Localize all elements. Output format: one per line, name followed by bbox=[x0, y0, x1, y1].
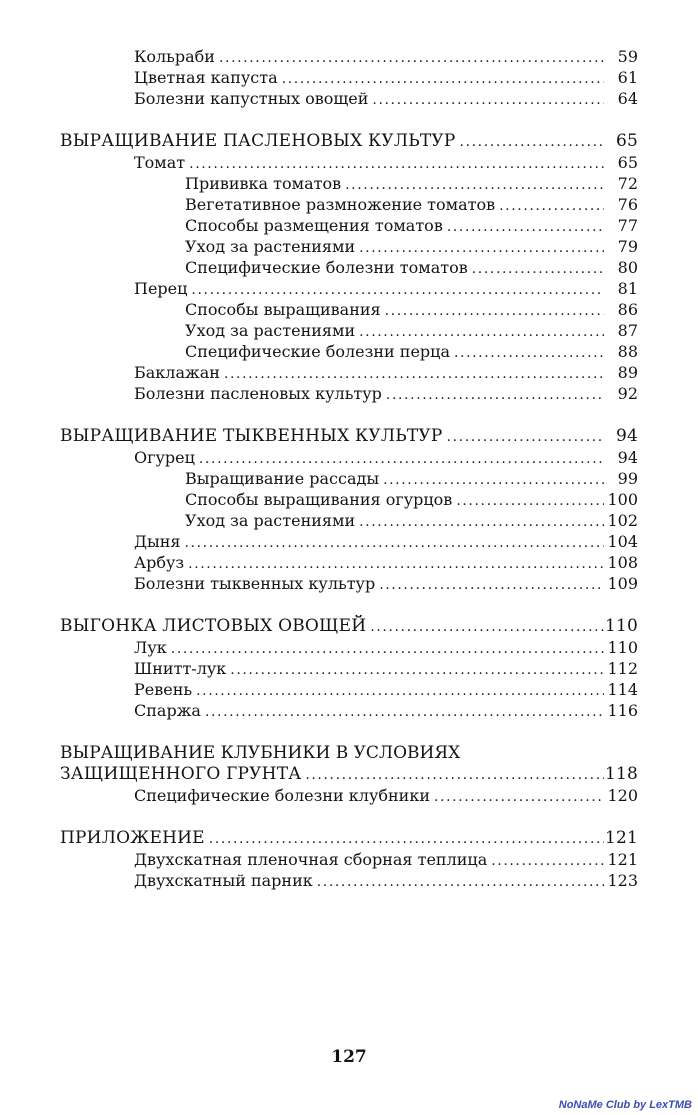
toc-chapter bbox=[0, 764, 698, 785]
toc-subentry bbox=[0, 320, 698, 341]
dot-leader bbox=[386, 385, 604, 406]
dot-leader bbox=[305, 765, 604, 786]
dot-leader bbox=[383, 470, 604, 491]
toc-entry-page: 123 bbox=[607, 871, 638, 890]
toc-entry-title: Огурец bbox=[134, 448, 195, 467]
toc-entry-title: Двухскатный парник bbox=[134, 871, 313, 890]
toc-entry-page: 88 bbox=[617, 342, 638, 361]
toc-chapter bbox=[0, 131, 698, 152]
dot-leader bbox=[385, 301, 604, 322]
toc-entry-title: ВЫРАЩИВАНИЕ ПАСЛЕНОВЫХ КУЛЬТУР bbox=[60, 131, 456, 151]
dot-leader bbox=[199, 449, 604, 470]
toc-entry-page: 89 bbox=[617, 363, 638, 382]
dot-leader bbox=[491, 851, 604, 872]
toc-entry bbox=[0, 679, 698, 700]
toc-entry-page: 76 bbox=[617, 195, 638, 214]
toc-entry-title: ЗАЩИЩЕННОГО ГРУНТА bbox=[60, 764, 302, 784]
toc-chapter bbox=[0, 426, 698, 447]
toc-entry-title: Уход за растениями bbox=[185, 511, 356, 530]
toc-entry-title: Специфические болезни клубники bbox=[134, 786, 430, 805]
toc-entry bbox=[0, 362, 698, 383]
toc-chapter bbox=[0, 828, 698, 849]
toc-entry-title: Способы выращивания bbox=[185, 300, 381, 319]
dot-leader bbox=[460, 132, 604, 153]
toc-entry-page: 100 bbox=[607, 490, 638, 509]
toc-entry bbox=[0, 383, 698, 404]
dot-leader bbox=[230, 660, 604, 681]
toc-entry-page: 80 bbox=[617, 258, 638, 277]
dot-leader bbox=[447, 217, 604, 238]
table-of-contents bbox=[0, 46, 698, 913]
toc-entry-title: Лук bbox=[134, 638, 167, 657]
dot-leader bbox=[189, 154, 604, 175]
toc-entry-title: ВЫГОНКА ЛИСТОВЫХ ОВОЩЕЙ bbox=[60, 616, 367, 636]
toc-entry bbox=[0, 46, 698, 67]
toc-subentry bbox=[0, 257, 698, 278]
toc-entry bbox=[0, 531, 698, 552]
toc-entry bbox=[0, 658, 698, 679]
toc-entry-page: 112 bbox=[607, 659, 638, 678]
toc-entry-title: Спаржа bbox=[134, 701, 201, 720]
dot-leader bbox=[209, 829, 604, 850]
dot-leader bbox=[359, 512, 604, 533]
toc-entry-page: 65 bbox=[615, 131, 638, 151]
toc-entry-title: Болезни пасленовых культур bbox=[134, 384, 382, 403]
dot-leader bbox=[188, 554, 604, 575]
toc-entry-page: 92 bbox=[617, 384, 638, 403]
toc-entry-title: Способы размещения томатов bbox=[185, 216, 443, 235]
toc-entry-page: 118 bbox=[604, 764, 638, 784]
toc-subentry bbox=[0, 510, 698, 531]
toc-entry-page: 81 bbox=[617, 279, 638, 298]
toc-entry-title: Ревень bbox=[134, 680, 193, 699]
dot-leader bbox=[345, 175, 604, 196]
dot-leader bbox=[359, 322, 604, 343]
toc-chapter bbox=[0, 616, 698, 637]
toc-entry-page: 110 bbox=[604, 616, 638, 636]
toc-entry-page: 120 bbox=[607, 786, 638, 805]
dot-leader bbox=[499, 196, 604, 217]
dot-leader bbox=[359, 238, 604, 259]
toc-entry-title: Уход за растениями bbox=[185, 321, 356, 340]
toc-section bbox=[0, 46, 698, 109]
toc-entry-page: 94 bbox=[615, 426, 638, 446]
toc-entry-title: ВЫРАЩИВАНИЕ ТЫКВЕННЫХ КУЛЬТУР bbox=[60, 426, 443, 446]
toc-entry-page: 86 bbox=[617, 300, 638, 319]
toc-entry-title: Уход за растениями bbox=[185, 237, 356, 256]
toc-entry-page: 59 bbox=[617, 47, 638, 66]
dot-leader bbox=[434, 787, 604, 808]
toc-entry bbox=[0, 278, 698, 299]
toc-section bbox=[0, 426, 698, 594]
toc-entry-title-line: ВЫРАЩИВАНИЕ КЛУБНИКИ В УСЛОВИЯХ bbox=[60, 743, 461, 763]
toc-entry-title: Томат bbox=[134, 153, 186, 172]
toc-section bbox=[0, 131, 698, 404]
dot-leader bbox=[219, 48, 604, 69]
dot-leader bbox=[224, 364, 604, 385]
toc-entry-title: Кольраби bbox=[134, 47, 215, 66]
toc-entry-page: 87 bbox=[617, 321, 638, 340]
toc-entry-page: 102 bbox=[607, 511, 638, 530]
toc-entry bbox=[0, 88, 698, 109]
toc-entry bbox=[0, 447, 698, 468]
dot-leader bbox=[447, 427, 604, 448]
dot-leader bbox=[454, 343, 604, 364]
toc-entry-title: Болезни тыквенных культур bbox=[134, 574, 376, 593]
toc-entry-page: 114 bbox=[607, 680, 638, 699]
toc-entry-page: 121 bbox=[604, 828, 638, 848]
toc-entry-page: 108 bbox=[607, 553, 638, 572]
toc-entry-title: Дыня bbox=[134, 532, 181, 551]
toc-entry-page: 77 bbox=[617, 216, 638, 235]
dot-leader bbox=[205, 702, 604, 723]
toc-entry-title: Выращивание рассады bbox=[185, 469, 380, 488]
toc-entry-title: Перец bbox=[134, 279, 188, 298]
toc-entry bbox=[0, 552, 698, 573]
toc-subentry bbox=[0, 299, 698, 320]
toc-subentry bbox=[0, 489, 698, 510]
toc-entry-page: 65 bbox=[617, 153, 638, 172]
toc-entry bbox=[0, 700, 698, 721]
dot-leader bbox=[372, 90, 604, 111]
toc-entry-page: 64 bbox=[617, 89, 638, 108]
toc-section bbox=[0, 743, 698, 806]
toc-entry bbox=[0, 785, 698, 806]
toc-entry-title: Арбуз bbox=[134, 553, 185, 572]
toc-entry-page: 121 bbox=[607, 850, 638, 869]
dot-leader bbox=[171, 639, 604, 660]
toc-subentry bbox=[0, 341, 698, 362]
toc-entry-page: 99 bbox=[617, 469, 638, 488]
toc-entry-title: Болезни капустных овощей bbox=[134, 89, 369, 108]
dot-leader bbox=[317, 872, 604, 893]
toc-subentry bbox=[0, 194, 698, 215]
toc-entry-title: Баклажан bbox=[134, 363, 220, 382]
dot-leader bbox=[191, 280, 604, 301]
toc-entry bbox=[0, 637, 698, 658]
toc-entry-page: 94 bbox=[617, 448, 638, 467]
toc-section bbox=[0, 616, 698, 721]
toc-entry-page: 72 bbox=[617, 174, 638, 193]
toc-entry bbox=[0, 573, 698, 594]
toc-subentry bbox=[0, 173, 698, 194]
toc-entry-page: 61 bbox=[617, 68, 638, 87]
toc-entry-title: Специфические болезни перца bbox=[185, 342, 450, 361]
toc-subentry bbox=[0, 215, 698, 236]
toc-entry bbox=[0, 67, 698, 88]
toc-entry-title: Вегетативное размножение томатов bbox=[185, 195, 496, 214]
toc-entry-title: Специфические болезни томатов bbox=[185, 258, 468, 277]
page-number: 127 bbox=[331, 1047, 367, 1067]
toc-entry bbox=[0, 152, 698, 173]
dot-leader bbox=[456, 491, 604, 512]
watermark: NoNaMe Club by LexTMB bbox=[558, 1099, 692, 1111]
dot-leader bbox=[370, 617, 604, 638]
dot-leader bbox=[196, 681, 604, 702]
toc-entry-page: 109 bbox=[607, 574, 638, 593]
toc-entry-title: Шнитт-лук bbox=[134, 659, 227, 678]
toc-entry-title: ПРИЛОЖЕНИЕ bbox=[60, 828, 205, 848]
toc-entry-title: Двухскатная пленочная сборная теплица bbox=[134, 850, 488, 869]
toc-entry-title: Способы выращивания огурцов bbox=[185, 490, 453, 509]
dot-leader bbox=[379, 575, 604, 596]
dot-leader bbox=[185, 533, 605, 554]
toc-entry-page: 79 bbox=[617, 237, 638, 256]
dot-leader bbox=[282, 69, 604, 90]
toc-entry bbox=[0, 849, 698, 870]
toc-entry bbox=[0, 870, 698, 891]
dot-leader bbox=[472, 259, 604, 280]
toc-entry-title: Прививка томатов bbox=[185, 174, 342, 193]
toc-entry-page: 116 bbox=[607, 701, 638, 720]
toc-entry-page: 110 bbox=[607, 638, 638, 657]
toc-subentry bbox=[0, 236, 698, 257]
toc-entry-page: 104 bbox=[607, 532, 638, 551]
toc-entry-title: Цветная капуста bbox=[134, 68, 278, 87]
toc-subentry bbox=[0, 468, 698, 489]
toc-section bbox=[0, 828, 698, 891]
